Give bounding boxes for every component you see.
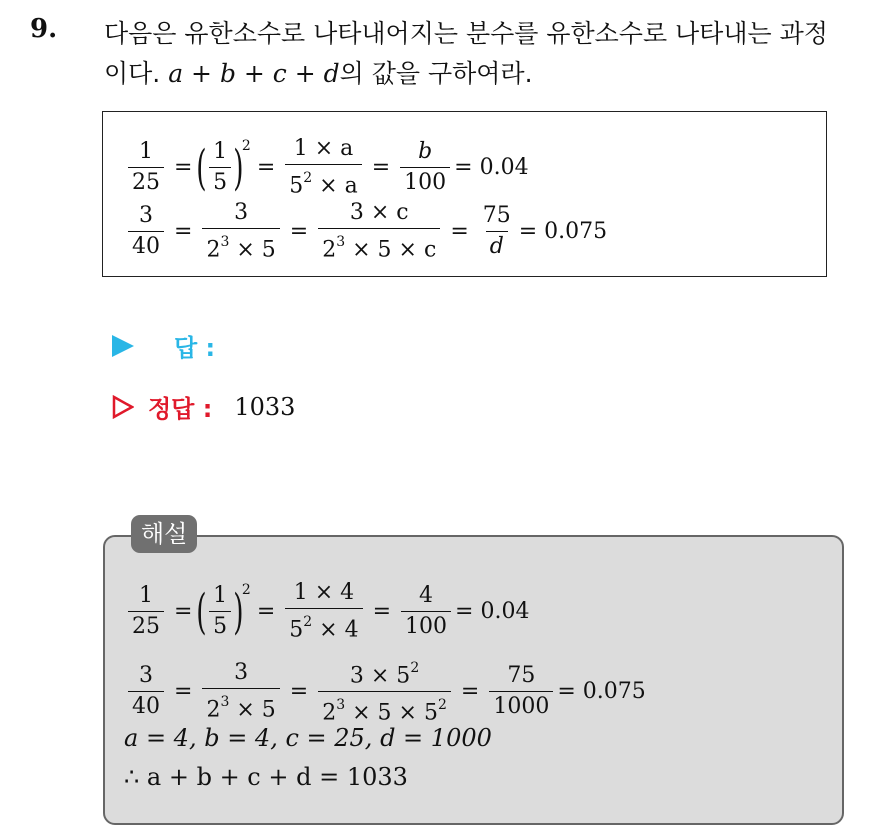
solution-equation-1: $\frac{1}{25}$ = ( $\frac{1}{5}$ ) $^2$ = $\frac{1 \times 4}{5^2 \times 4}$ = $\frac{4}{100}$ = 0.04	[124, 578, 529, 645]
fraction: $\frac{3 \times 5^2}{2^3 \times 5 \times 5^2}$	[318, 655, 451, 729]
fraction: $\frac{3}{40}$	[128, 661, 164, 722]
question-number: 9.	[30, 14, 58, 44]
fraction: $\frac{1 \times a}{5^2 \times a}$	[285, 134, 361, 201]
fraction: $\frac{1}{5}$	[209, 137, 231, 198]
fraction: $\frac{1}{25}$	[128, 137, 164, 198]
solution-conclusion: ∴ a + b + c + d = 1033	[124, 763, 408, 791]
solution-equation-2: $\frac{3}{40}$ = $\frac{3}{2^3 \times 5}$ = $\frac{3 \times 5^2}{2^3 \times 5 \times 5^2}$ = $\frac{75}{1000}$ = 0.075	[124, 655, 646, 729]
fraction: $\frac{75}{1000}$	[489, 661, 553, 722]
problem-eq2-result: = 0.075	[518, 219, 608, 245]
problem-equation-2: $\frac{3}{40}$ = $\frac{3}{2^3 \times 5}$ = $\frac{3 \times c}{2^3 \times 5 \times c}$ = $\frac{75}{d}$ = 0.075	[124, 198, 607, 265]
correct-answer-row	[112, 389, 295, 424]
question-line-2-math: a + b + c + d	[168, 59, 340, 88]
outline-triangle-icon	[112, 395, 134, 419]
solution-title: 해설	[131, 515, 197, 553]
question-line-1: 다음은 유한소수로 나타내어지는 분수를 유한소수로 나타내는 과정	[104, 19, 828, 48]
question-line-2-suffix: 의 값을 구하여라.	[339, 59, 533, 88]
solution-eq1-result: = 0.04	[455, 599, 530, 625]
play-triangle-icon	[112, 335, 134, 357]
fraction: $\frac{1 \times 4}{5^2 \times 4}$	[285, 578, 362, 645]
fraction: $\frac{1}{5}$	[209, 581, 231, 642]
answer-row	[112, 328, 215, 363]
correct-answer-label: 정답 :	[148, 395, 213, 423]
problem-eq1-result: = 0.04	[454, 155, 529, 181]
problem-equation-1: $\frac{1}{25}$ = ( $\frac{1}{5}$ ) $^2$ = $\frac{1 \times a}{5^2 \times a}$ = $\frac{b}{100}$ = 0.04	[124, 134, 529, 201]
correct-answer-value: 1033	[234, 392, 296, 421]
fraction: $\frac{4}{100}$	[401, 581, 451, 642]
question-text	[104, 14, 874, 94]
solution-values-line: a = 4, b = 4, c = 25, d = 1000	[124, 724, 492, 752]
fraction: $\frac{3 \times c}{2^3 \times 5 \times c}$	[318, 198, 440, 265]
question-line-2	[104, 54, 874, 94]
fraction: $\frac{3}{2^3 \times 5}$	[202, 198, 279, 265]
solution-eq2-result: = 0.075	[557, 679, 646, 705]
fraction: $\frac{1}{25}$	[128, 581, 164, 642]
fraction: $\frac{3}{2^3 \times 5}$	[202, 658, 279, 725]
fraction: $\frac{b}{100}$	[400, 137, 450, 198]
fraction: $\frac{3}{40}$	[128, 201, 164, 262]
question-line-2-prefix: 이다.	[104, 59, 169, 88]
answer-label: 답 :	[174, 334, 216, 362]
fraction: $\frac{75}{d}$	[479, 201, 515, 262]
